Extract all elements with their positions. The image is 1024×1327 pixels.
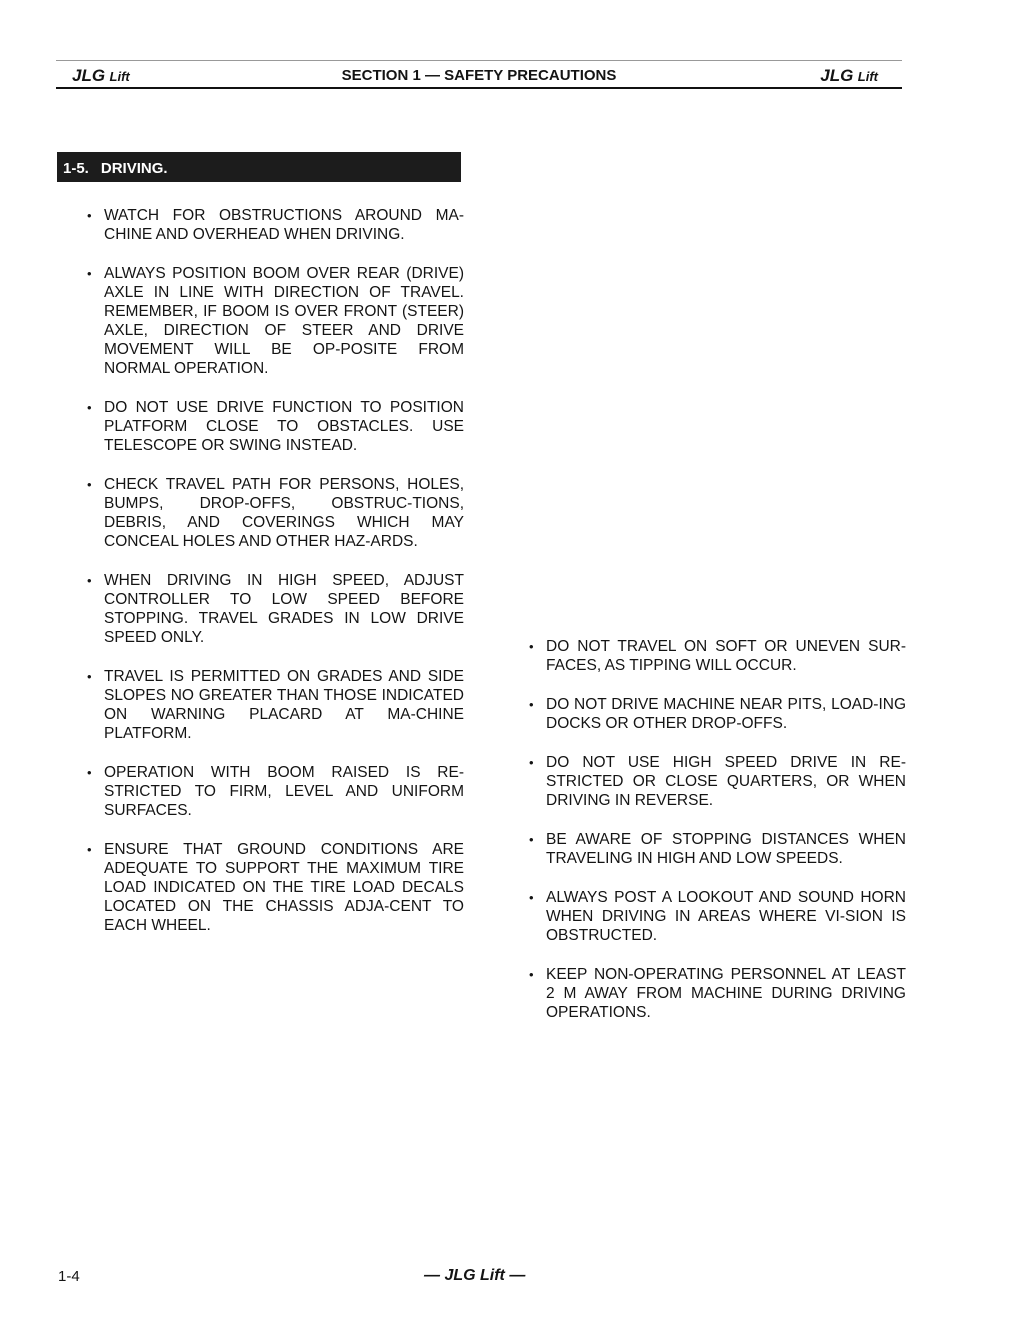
bullet-item: • TRAVEL IS PERMITTED ON GRADES AND SIDE SLOPES NO GREATER THAN THOSE INDICATED ON WARNING PLACARD AT MA-CHINE PLATFORM. — [104, 667, 464, 743]
bullet-item: • CHECK TRAVEL PATH FOR PERSONS, HOLES, BUMPS, DROP-OFFS, OBSTRUC-TIONS, DEBRIS, AND COVERINGS WHICH MAY CONCEAL HOLES AND OTHER HAZ-ARDS. — [104, 475, 464, 551]
brand-left-sub: Lift — [109, 69, 130, 84]
header-section-title: SECTION 1 — SAFETY PRECAUTIONS — [341, 67, 617, 84]
bullet-item: • ALWAYS POSITION BOOM OVER REAR (DRIVE) AXLE IN LINE WITH DIRECTION OF TRAVEL. REMEMBER, IF BOOM IS OVER FRONT (STEER) AXLE, DIRECTION OF STEER AND DRIVE MOVEMENT WILL BE OP-POSITE FROM NORMAL OPERATION. — [104, 264, 464, 378]
bullet-item: • DO NOT TRAVEL ON SOFT OR UNEVEN SUR-FACES, AS TIPPING WILL OCCUR. — [546, 637, 906, 675]
bullet-item: • WATCH FOR OBSTRUCTIONS AROUND MA-CHINE AND OVERHEAD WHEN DRIVING. — [104, 206, 464, 244]
page-number: 1-4 — [58, 1268, 80, 1285]
bullet-item: • ALWAYS POST A LOOKOUT AND SOUND HORN WHEN DRIVING IN AREAS WHERE VI-SION IS OBSTRUCTED. — [546, 888, 906, 945]
header-brand-right — [820, 66, 878, 86]
bullet-item: • BE AWARE OF STOPPING DISTANCES WHEN TRAVELING IN HIGH AND LOW SPEEDS. — [546, 830, 906, 868]
section-heading — [57, 152, 461, 182]
page-header — [56, 60, 902, 90]
bullet-item: • KEEP NON-OPERATING PERSONNEL AT LEAST 2 M AWAY FROM MACHINE DURING DRIVING OPERATIONS. — [546, 965, 906, 1022]
brand-left-main: JLG — [72, 66, 106, 85]
right-column — [546, 637, 906, 1042]
left-column — [104, 206, 464, 955]
header-top-rule — [56, 60, 902, 61]
brand-right-main: JLG — [820, 66, 854, 85]
bullet-item: • DO NOT USE HIGH SPEED DRIVE IN RE-STRICTED OR CLOSE QUARTERS, OR WHEN DRIVING IN REVERSE. — [546, 753, 906, 810]
brand-right-sub: Lift — [857, 69, 878, 84]
bullet-item: • WHEN DRIVING IN HIGH SPEED, ADJUST CONTROLLER TO LOW SPEED BEFORE STOPPING. TRAVEL GRADES IN LOW DRIVE SPEED ONLY. — [104, 571, 464, 647]
bullet-item: • DO NOT USE DRIVE FUNCTION TO POSITION PLATFORM CLOSE TO OBSTACLES. USE TELESCOPE OR SWING INSTEAD. — [104, 398, 464, 455]
bullet-item: • DO NOT DRIVE MACHINE NEAR PITS, LOAD-ING DOCKS OR OTHER DROP-OFFS. — [546, 695, 906, 733]
header-rule — [56, 87, 902, 89]
footer-brand: — JLG Lift — — [424, 1267, 526, 1284]
section-number: 1-5. — [63, 160, 89, 177]
bullet-item: • ENSURE THAT GROUND CONDITIONS ARE ADEQUATE TO SUPPORT THE MAXIMUM TIRE LOAD INDICATED ON THE TIRE LOAD DECALS LOCATED ON THE CHASSIS ADJA-CENT TO EACH WHEEL. — [104, 840, 464, 935]
bullet-item: • OPERATION WITH BOOM RAISED IS RE-STRICTED TO FIRM, LEVEL AND UNIFORM SURFACES. — [104, 763, 464, 820]
section-title: DRIVING. — [100, 160, 168, 177]
